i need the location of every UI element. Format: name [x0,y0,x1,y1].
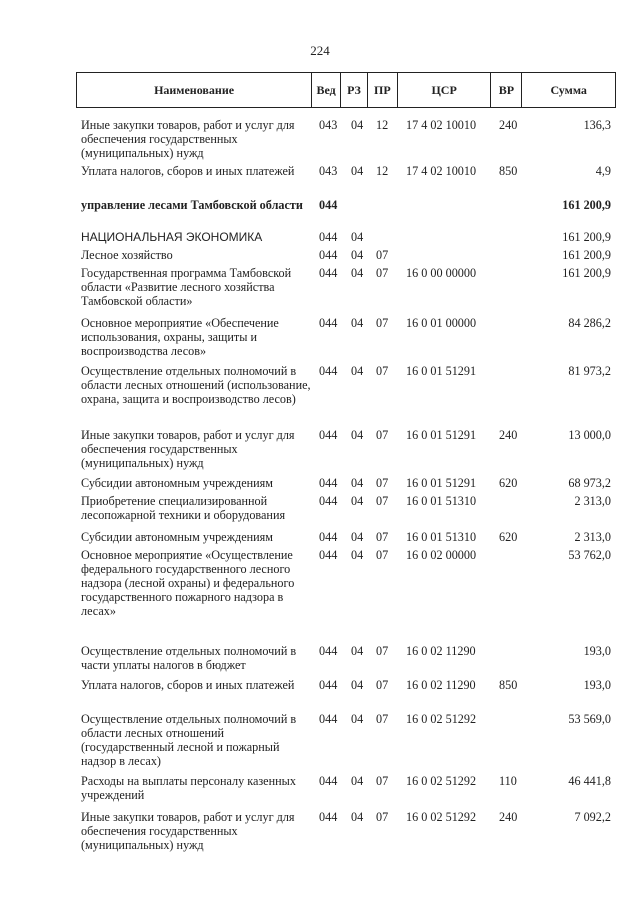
page-number: 224 [310,43,330,58]
row-rz: 04 [351,316,364,330]
row-csr: 17 4 02 10010 [406,118,477,132]
row-rz: 04 [351,712,364,726]
row-sum: 13 000,0 [568,428,611,442]
row-csr: 16 0 02 51292 [406,712,477,726]
row-ved: 044 [319,266,338,280]
header-csr: ЦСР [398,73,492,107]
row-name: Уплата налогов, сборов и иных платежей [81,678,295,692]
row-ved: 044 [319,712,338,726]
row-ved: 044 [319,774,338,788]
header-name: Наименование [77,73,312,107]
row-rz: 04 [351,494,364,508]
row-csr: 16 0 02 51292 [406,774,477,788]
row-pr: 12 [376,118,389,132]
row-sum: 4,9 [595,164,611,178]
header-sum: Сумма [550,82,587,97]
row-name: Осуществление отдельных полномочий в области лесных отношений (использование, охрана, защита и воспроизводство лесов) [81,364,311,406]
row-vr: 620 [499,530,518,544]
row-sum: 7 092,2 [574,810,611,824]
row-vr: 850 [499,678,518,692]
row-ved: 044 [319,494,338,508]
row-name: НАЦИОНАЛЬНАЯ ЭКОНОМИКА [81,230,263,244]
row-csr: 16 0 02 11290 [406,644,476,658]
row-name: Иные закупки товаров, работ и услуг для обеспечения государственных (муниципальных) нужд [81,810,295,852]
header-rz: РЗ [341,73,368,107]
row-name: Иные закупки товаров, работ и услуг для обеспечения государственных (муниципальных) нужд [81,428,295,470]
row-csr: 17 4 02 10010 [406,164,477,178]
row-csr: 16 0 01 51291 [406,364,477,378]
row-rz: 04 [351,118,364,132]
row-sum: 46 441,8 [568,774,611,788]
row-sum: 161 200,9 [562,198,611,212]
row-rz: 04 [351,644,364,658]
row-name: Основное мероприятие «Обеспечение использования, охраны, защиты и воспроизводства лесов» [81,316,279,358]
row-pr: 07 [376,548,389,562]
row-name: Осуществление отдельных полномочий в части уплаты налогов в бюджет [81,644,297,672]
row-pr: 07 [376,428,389,442]
row-sum: 53 762,0 [568,548,611,562]
row-pr: 07 [376,712,389,726]
row-pr: 07 [376,266,389,280]
row-csr: 16 0 00 00000 [406,266,477,280]
row-sum: 81 973,2 [568,364,611,378]
row-ved: 044 [319,428,338,442]
row-rz: 04 [351,548,364,562]
row-pr: 07 [376,530,389,544]
row-vr: 620 [499,476,518,490]
row-vr: 850 [499,164,518,178]
header-ved: Вед [312,73,341,107]
row-ved: 044 [319,548,338,562]
row-sum: 136,3 [583,118,611,132]
row-rz: 04 [351,774,364,788]
row-rz: 04 [351,810,364,824]
row-rz: 04 [351,248,364,262]
row-name: Уплата налогов, сборов и иных платежей [81,164,295,178]
row-sum: 2 313,0 [574,494,611,508]
row-sum: 193,0 [583,678,611,692]
row-name: Осуществление отдельных полномочий в области лесных отношений (государственный лесной и пожарный надзор в лесах) [81,712,297,768]
row-ved: 044 [319,198,338,212]
row-vr: 240 [499,810,518,824]
row-name: Иные закупки товаров, работ и услуг для обеспечения государственных (муниципальных) нужд [81,118,295,160]
header-vr: ВР [491,73,522,107]
row-pr: 07 [376,494,389,508]
row-rz: 04 [351,364,364,378]
row-ved: 044 [319,644,338,658]
row-ved: 044 [319,530,338,544]
row-rz: 04 [351,678,364,692]
row-sum: 84 286,2 [568,316,611,330]
row-pr: 12 [376,164,389,178]
row-sum: 161 200,9 [562,248,611,262]
row-sum: 53 569,0 [568,712,611,726]
row-vr: 240 [499,118,518,132]
row-rz: 04 [351,164,364,178]
row-rz: 04 [351,428,364,442]
row-ved: 044 [319,230,338,244]
row-csr: 16 0 02 51292 [406,810,477,824]
header-pr: ПР [368,73,398,107]
row-pr: 07 [376,248,389,262]
row-vr: 110 [499,774,517,788]
row-sum: 2 313,0 [574,530,611,544]
row-name: управление лесами Тамбовской области [81,198,303,212]
row-name: Расходы на выплаты персоналу казенных учреждений [81,774,296,802]
row-sum: 161 200,9 [562,230,611,244]
row-ved: 044 [319,316,338,330]
row-sum: 68 973,2 [568,476,611,490]
row-ved: 044 [319,476,338,490]
row-pr: 07 [376,774,389,788]
row-name: Основное мероприятие «Осуществление федерального государственного лесного надзора (лесной охраны) и федерального государственного пожарного надзора в лесах» [81,548,295,618]
row-rz: 04 [351,476,364,490]
row-ved: 044 [319,810,338,824]
row-ved: 043 [319,118,338,132]
row-csr: 16 0 01 51291 [406,476,477,490]
row-sum: 161 200,9 [562,266,611,280]
row-pr: 07 [376,316,389,330]
row-pr: 07 [376,364,389,378]
row-vr: 240 [499,428,518,442]
row-pr: 07 [376,644,389,658]
row-rz: 04 [351,230,364,244]
row-name: Субсидии автономным учреждениям [81,530,273,544]
row-ved: 044 [319,248,338,262]
row-name: Лесное хозяйство [81,248,173,262]
row-csr: 16 0 01 00000 [406,316,477,330]
row-pr: 07 [376,678,389,692]
row-csr: 16 0 01 51310 [406,494,477,508]
row-pr: 07 [376,810,389,824]
row-pr: 07 [376,476,389,490]
row-csr: 16 0 02 11290 [406,678,476,692]
row-name: Приобретение специализированной лесопожарной техники и оборудования [81,494,286,522]
row-csr: 16 0 01 51310 [406,530,477,544]
row-csr: 16 0 02 00000 [406,548,477,562]
row-sum: 193,0 [583,644,611,658]
table-header [76,72,616,108]
row-ved: 044 [319,678,338,692]
row-ved: 044 [319,364,338,378]
row-csr: 16 0 01 51291 [406,428,477,442]
row-name: Субсидии автономным учреждениям [81,476,273,490]
row-rz: 04 [351,266,364,280]
row-rz: 04 [351,530,364,544]
row-name: Государственная программа Тамбовской области «Развитие лесного хозяйства Тамбовской области» [81,266,292,308]
row-ved: 043 [319,164,338,178]
